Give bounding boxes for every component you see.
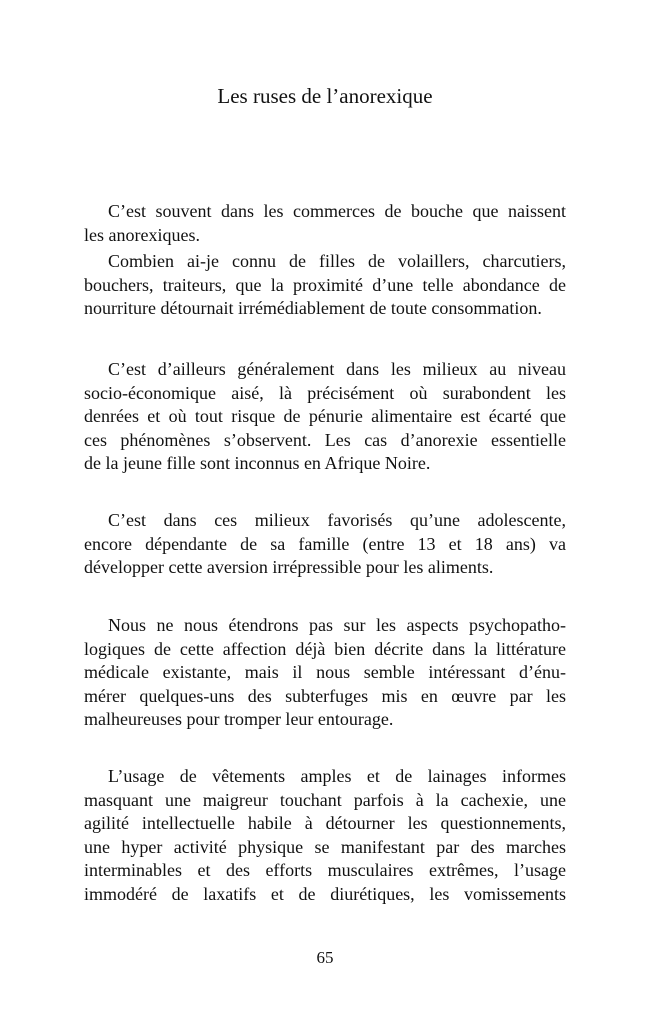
text-line: C’est souvent dans les commerces de bouche que naissent	[108, 201, 566, 221]
text-line: logiques de cette affection déjà bien décrite dans la littérature	[84, 638, 566, 659]
text-line: L’usage de vêtements amples et de lainages informes	[108, 766, 566, 786]
paragraph	[84, 614, 566, 732]
paragraph	[84, 200, 566, 247]
text-line: malheureuses pour tromper leur entourage.	[84, 709, 394, 730]
text-line: ces phénomènes s’observent. Les cas d’anorexie essentielle	[84, 429, 566, 450]
paragraph	[84, 765, 566, 907]
text-line: C’est d’ailleurs généralement dans les milieux au niveau	[108, 359, 566, 379]
paragraph	[84, 358, 566, 476]
text-line: bouchers, traiteurs, que la proximité d’une telle abondance de	[84, 274, 566, 295]
text-line: C’est dans ces milieux favorisés qu’une adolescente,	[108, 510, 566, 530]
text-line: socio-économique aisé, là précisément où surabondent les	[84, 382, 566, 403]
text-line: denrées et où tout risque de pénurie alimentaire est écarté que	[84, 406, 566, 427]
text-line: de la jeune fille sont inconnus en Afrique Noire.	[84, 453, 431, 474]
text-line: agilité intellectuelle habile à détourner les questionnements,	[84, 813, 566, 834]
text-line: Nous ne nous étendrons pas sur les aspects psychopatho-	[108, 615, 566, 635]
paragraph	[84, 250, 566, 321]
text-line: mérer quelques-uns des subterfuges mis en œuvre par les	[84, 685, 566, 706]
text-line: immodéré de laxatifs et de diurétiques, les vomissements	[84, 883, 566, 904]
text-line: nourriture détournait irrémédiablement de toute consommation.	[84, 298, 542, 319]
text-line: interminables et des efforts musculaires extrêmes, l’usage	[84, 860, 566, 881]
paragraph	[84, 509, 566, 580]
chapter-title: Les ruses de l’anorexique	[217, 84, 433, 108]
text-line: les anorexiques.	[84, 224, 200, 245]
text-line: masquant une maigreur touchant parfois à la cachexie, une	[84, 789, 566, 810]
text-line: encore dépendante de sa famille (entre 13 et 18 ans) va	[84, 533, 566, 554]
text-line: Combien ai-je connu de filles de volaillers, charcutiers,	[108, 251, 566, 271]
text-line: développer cette aversion irrépressible pour les aliments.	[84, 557, 494, 578]
text-line: une hyper activité physique se manifestant par des marches	[84, 836, 566, 857]
page-number: 65	[316, 948, 334, 967]
text-line: médicale existante, mais il nous semble intéressant d’énu-	[84, 662, 566, 683]
